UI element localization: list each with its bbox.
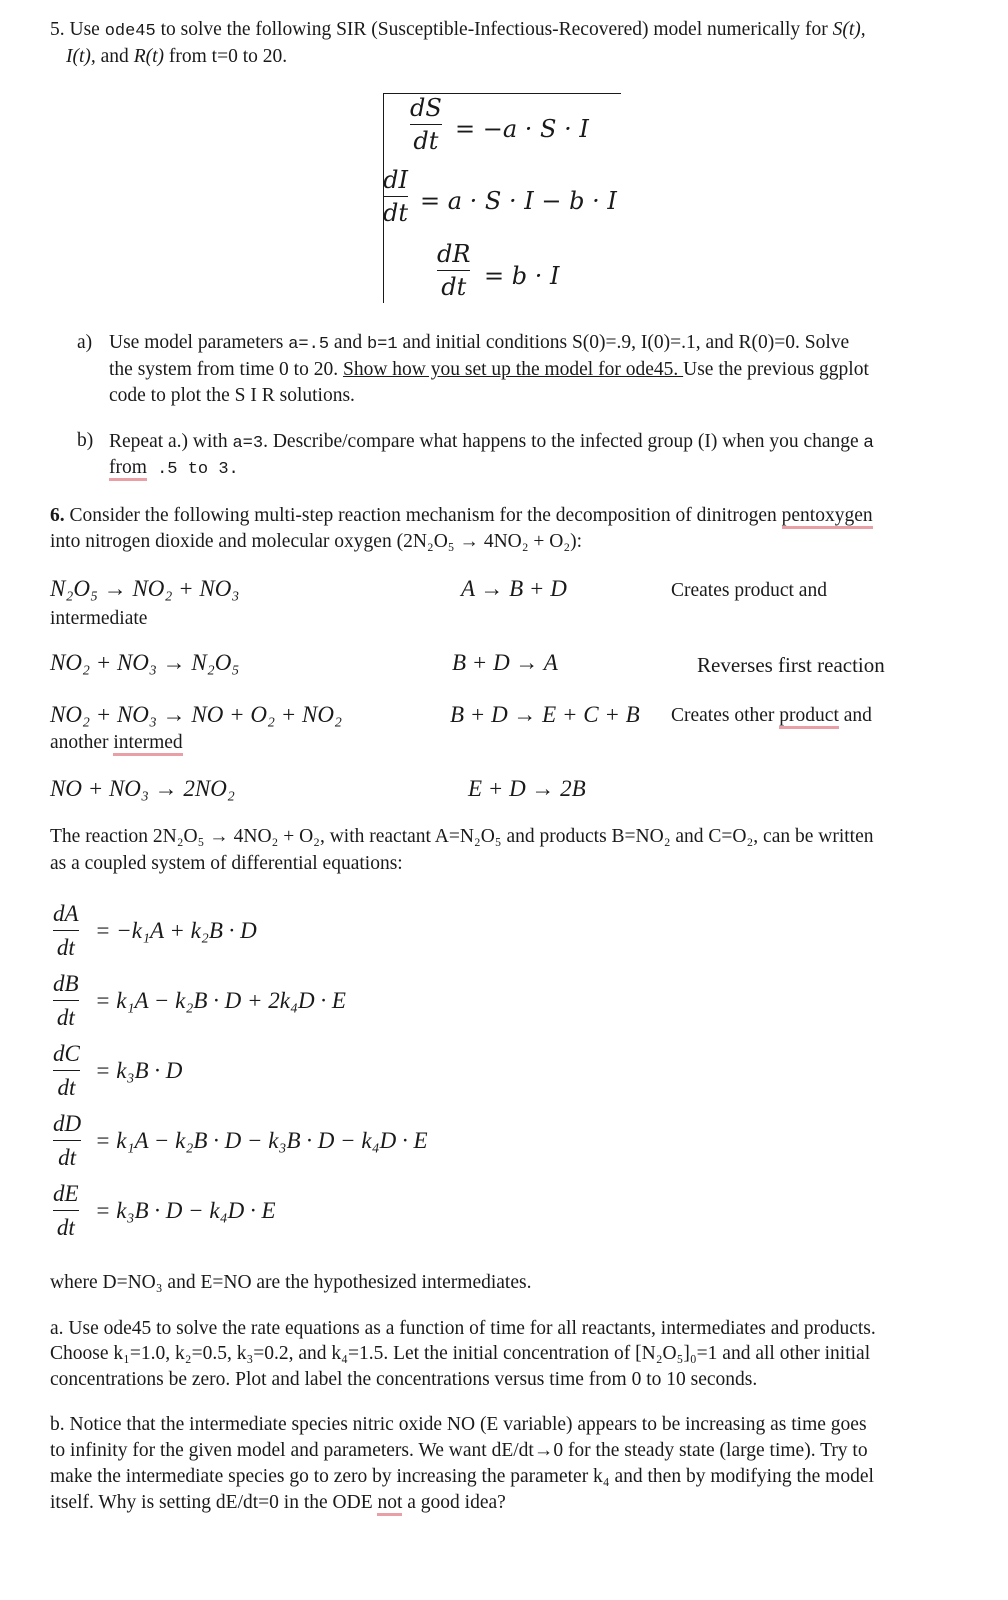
spell-underline-from: from — [109, 458, 147, 481]
q6-line-2: into nitrogen dioxide and molecular oxygen (2N₂O₅ → 4NO₂ + O₂): — [50, 531, 583, 552]
q5-number: 5. — [50, 19, 65, 40]
q6a-line-3: concentrations be zero. Plot and label the concentrations versus time from 0 to 10 seconds. — [50, 1369, 758, 1390]
q6b-line-3: make the intermediate species go to zero by increasing the parameter k₄ and then by modifying the model — [50, 1466, 874, 1487]
reaction-1-abbrev: A → B + D — [461, 576, 567, 601]
reaction-4-abbrev: E + D → 2B — [468, 776, 586, 801]
q6a-line-1: a. Use ode45 to solve the rate equations as a function of time for all reactants, intermediates and products. — [50, 1318, 876, 1339]
q5b-line-1: Repeat a.) with a=3. Describe/compare what happens to the infected group (I) when you change a — [109, 431, 874, 453]
reaction-3-desc-wrap: another intermed — [50, 730, 183, 756]
reaction-3-chemical: NO₂ + NO₃ → NO + O₂ + NO₂ — [50, 702, 342, 727]
q5a-label: a) — [77, 332, 93, 353]
eq-dD-fraction: dD dt — [53, 1111, 82, 1170]
q6-number: 6. — [50, 505, 65, 526]
q5-line-2: I(t), and R(t) from t=0 to 20. — [66, 46, 288, 67]
reaction-1-desc-wrap: intermediate — [50, 608, 148, 629]
reaction-2-chemical: NO₂ + NO₃ → N₂O₅ — [50, 650, 240, 675]
q5-line-1: 5. Use ode45 to solve the following SIR (Susceptible-Infectious-Recovered) model numerically for S(t), — [50, 19, 866, 41]
eq-dE-rhs: = k₃B · D − k₄D · E — [95, 1198, 276, 1223]
eq-dI-fraction: dI dt — [383, 166, 409, 227]
eq-dR-fraction: dR dt — [437, 240, 471, 301]
intermediates-note: where D=NO₃ and E=NO are the hypothesized intermediates. — [50, 1272, 532, 1293]
q5a-line-3: code to plot the S I R solutions. — [109, 385, 355, 406]
q6-line-1: 6. Consider the following multi-step reaction mechanism for the decomposition of dinitrogen pentoxygen — [50, 503, 873, 529]
q5a-line-2: the system from time 0 to 20. Show how you set up the model for ode45. Use the previous ggplot — [109, 359, 869, 380]
q6b-line-4: itself. Why is setting dE/dt=0 in the ODE not a good idea? — [50, 1490, 506, 1516]
system-line-1: The reaction 2N₂O₅ → 4NO₂ + O₂, with reactant A=N₂O₅ and products B=NO₂ and C=O₂, can be written — [50, 826, 874, 847]
spell-underline-pentoxygen: pentoxygen — [782, 506, 873, 529]
q6b-line-1: b. Notice that the intermediate species nitric oxide NO (E variable) appears to be increasing as time goes — [50, 1414, 867, 1435]
setup-model-link: Show how you set up the model for ode45. — [342, 359, 684, 380]
reaction-2-desc: Reverses first reaction — [697, 653, 885, 677]
reaction-2-abbrev: B + D → A — [452, 650, 558, 675]
eq-dC-rhs: = k₃B · D — [95, 1058, 183, 1083]
system-line-2: as a coupled system of differential equations: — [50, 853, 403, 874]
reaction-1-desc: Creates product and — [671, 580, 827, 601]
eq-dR-rhs: = b · I — [484, 262, 560, 290]
spell-underline-intermed: intermed — [113, 733, 182, 756]
eq-dE-fraction: dE dt — [53, 1181, 79, 1240]
spell-underline-not: not — [377, 1493, 402, 1516]
q5b-line-2: from .5 to 3. — [109, 457, 239, 479]
q5a-line-1: Use model parameters a=.5 and b=1 and initial conditions S(0)=.9, I(0)=.1, and R(0)=0. Solve — [109, 332, 850, 354]
reaction-3-abbrev: B + D → E + C + B — [450, 702, 640, 727]
eq-dA-fraction: dA dt — [53, 901, 79, 960]
eq-dI-rhs: = a · S · I − b · I — [420, 187, 617, 215]
eq-dS-rhs: = −a · S · I — [455, 115, 589, 143]
q6a-line-2: Choose k₁=1.0, k₂=0.5, k₃=0.2, and k₄=1.5. Let the initial concentration of [N₂O₅]₀=1 and all other initial — [50, 1343, 871, 1364]
code-ode45: ode45 — [104, 22, 156, 41]
eq-dD-rhs: = k₁A − k₂B · D − k₃B · D − k₄D · E — [95, 1128, 428, 1153]
reaction-4-chemical: NO + NO₃ → 2NO₂ — [50, 776, 235, 801]
spell-underline-product: product — [779, 706, 839, 729]
q5b-label: b) — [77, 430, 94, 451]
q6b-line-2: to infinity for the given model and parameters. We want dE/dt→0 for the steady state (large time). Try to — [50, 1440, 868, 1461]
eq-dA-rhs: = −k₁A + k₂B · D — [95, 918, 257, 943]
eq-dB-rhs: = k₁A − k₂B · D + 2k₄D · E — [95, 988, 346, 1013]
reaction-3-desc: Creates other product and — [671, 703, 872, 729]
reaction-1-chemical: N₂O₅ → NO₂ + NO₃ — [50, 576, 240, 601]
eq-dC-fraction: dC dt — [53, 1041, 80, 1100]
eq-dS-fraction: dS dt — [410, 94, 442, 155]
eq-dB-fraction: dB dt — [53, 971, 79, 1030]
